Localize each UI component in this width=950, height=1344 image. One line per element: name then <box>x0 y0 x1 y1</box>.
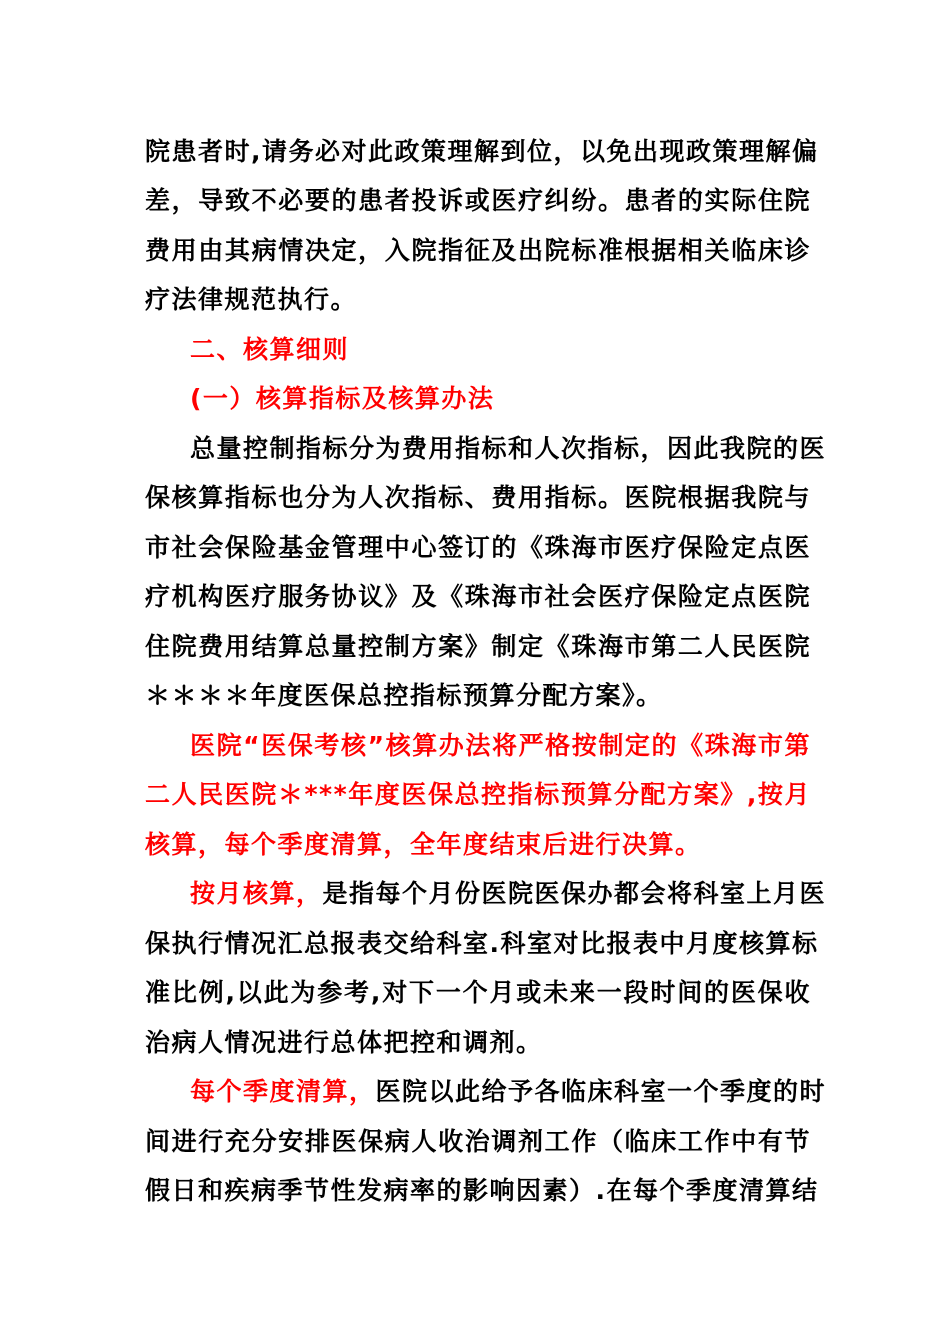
paragraph-1-line-1: 院患者时,请务必对此政策理解到位，以免出现政策理解偏 <box>145 137 819 166</box>
paragraph-3-line-1: 医院“医保考核”核算办法将严格按制定的《珠海市第 <box>190 731 811 760</box>
paragraph-4-line-1 <box>190 869 827 919</box>
monthly-accounting-lead: 按月核算， <box>190 879 323 908</box>
paragraph-5-line-1 <box>190 1067 827 1117</box>
paragraph-4-line-3: 准比例,以此为参考,对下一个月或未来一段时间的医保收 <box>145 978 811 1007</box>
paragraph-2-line-1: 总量控制指标分为费用指标和人次指标，因此我院的医 <box>190 434 827 463</box>
paragraph-2-line-2: 保核算指标也分为人次指标、费用指标。医院根据我院与 <box>145 483 811 512</box>
paragraph-4-line-1-text: 是指每个月份医院医保办都会将科室上月医 <box>322 879 827 908</box>
paragraph-1-line-2: 差，导致不必要的患者投诉或医疗纠纷。患者的实际住院 <box>145 186 811 215</box>
paragraph-3-line-2: 二人民医院＊***年度医保总控指标预算分配方案》,按月 <box>145 780 811 809</box>
paragraph-1-line-3: 费用由其病情决定，入院指征及出院标准根据相关临床诊 <box>145 236 811 265</box>
subsection-heading: (一）核算指标及核算办法 <box>190 384 495 413</box>
paragraph-4-line-4: 治病人情况进行总体把控和调剂。 <box>145 1028 543 1057</box>
paragraph-3-line-3: 核算，每个季度清算，全年度结束后进行决算。 <box>145 830 702 859</box>
paragraph-5-line-2: 间进行充分安排医保病人收治调剂工作（临床工作中有节 <box>145 1127 811 1156</box>
paragraph-2-line-6: ＊＊＊＊年度医保总控指标预算分配方案》。 <box>145 681 663 710</box>
section-heading: 二、核算细则 <box>190 335 350 364</box>
paragraph-2-line-5: 住院费用结算总量控制方案》制定《珠海市第二人民医院 <box>145 632 811 661</box>
paragraph-2-line-4: 疗机构医疗服务协议》及《珠海市社会医疗保险定点医院 <box>145 582 811 611</box>
paragraph-4-line-2: 保执行情况汇总报表交给科室.科室对比报表中月度核算标 <box>145 929 819 958</box>
paragraph-2-line-3: 市社会保险基金管理中心签订的《珠海市医疗保险定点医 <box>145 533 811 562</box>
paragraph-5-line-3: 假日和疾病季节性发病率的影响因素）.在每个季度清算结 <box>145 1176 819 1205</box>
quarterly-settlement-lead: 每个季度清算， <box>190 1077 376 1106</box>
paragraph-5-line-1-text: 医院以此给予各临床科室一个季度的时 <box>375 1077 827 1106</box>
paragraph-1-line-4: 疗法律规范执行。 <box>145 285 358 314</box>
